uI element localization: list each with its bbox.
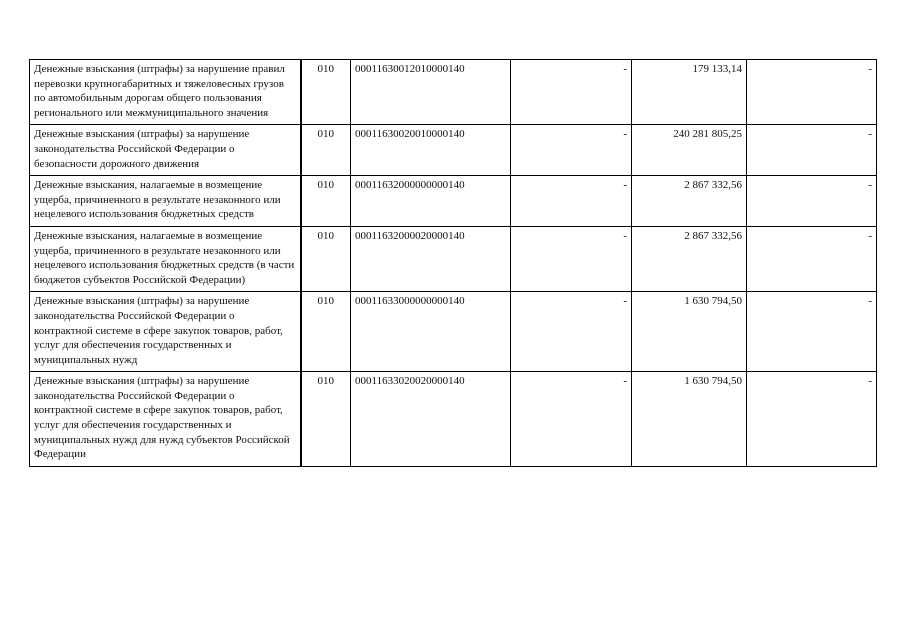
- executed-amount-cell: 179 133,14: [632, 60, 747, 125]
- budget-code-cell: 00011632000020000140: [351, 226, 511, 291]
- unexecuted-amount-cell: -: [747, 372, 877, 467]
- unexecuted-amount-cell: -: [747, 226, 877, 291]
- table-row: [30, 125, 877, 176]
- executed-amount-cell: 1 630 794,50: [632, 292, 747, 372]
- revenue-name-cell: Денежные взыскания, налагаемые в возмещение ущерба, причиненного в результате незаконного или нецелевого использования бюджетных средств: [30, 176, 301, 227]
- revenue-table: [29, 59, 877, 467]
- line-code-cell: 010: [301, 226, 351, 291]
- table-row: [30, 372, 877, 467]
- line-code-cell: 010: [301, 176, 351, 227]
- approved-amount-cell: -: [511, 60, 632, 125]
- revenue-name-cell: Денежные взыскания (штрафы) за нарушение законодательства Российской Федерации о контрактной системе в сфере закупок товаров, работ, услуг для обеспечения государственных и муниципальных нужд для нужд субъектов Российской Федерации: [30, 372, 301, 467]
- line-code-cell: 010: [301, 292, 351, 372]
- unexecuted-amount-cell: -: [747, 125, 877, 176]
- line-code-cell: 010: [301, 60, 351, 125]
- executed-amount-cell: 2 867 332,56: [632, 176, 747, 227]
- approved-amount-cell: -: [511, 176, 632, 227]
- revenue-name-cell: Денежные взыскания, налагаемые в возмещение ущерба, причиненного в результате незаконного или нецелевого использования бюджетных средств (в части бюджетов субъектов Российской Федерации): [30, 226, 301, 291]
- line-code-cell: 010: [301, 125, 351, 176]
- executed-amount-cell: 2 867 332,56: [632, 226, 747, 291]
- executed-amount-cell: 1 630 794,50: [632, 372, 747, 467]
- budget-code-cell: 00011630012010000140: [351, 60, 511, 125]
- budget-code-cell: 00011630020010000140: [351, 125, 511, 176]
- table-row: [30, 292, 877, 372]
- revenue-name-cell: Денежные взыскания (штрафы) за нарушение законодательства Российской Федерации о контрактной системе в сфере закупок товаров, работ, услуг для обеспечения государственных и муниципальных нужд: [30, 292, 301, 372]
- unexecuted-amount-cell: -: [747, 60, 877, 125]
- unexecuted-amount-cell: -: [747, 176, 877, 227]
- approved-amount-cell: -: [511, 292, 632, 372]
- table-row: [30, 226, 877, 291]
- revenue-name-cell: Денежные взыскания (штрафы) за нарушение законодательства Российской Федерации о безопасности дорожного движения: [30, 125, 301, 176]
- unexecuted-amount-cell: -: [747, 292, 877, 372]
- approved-amount-cell: -: [511, 372, 632, 467]
- budget-code-cell: 00011633020020000140: [351, 372, 511, 467]
- executed-amount-cell: 240 281 805,25: [632, 125, 747, 176]
- budget-code-cell: 00011632000000000140: [351, 176, 511, 227]
- revenue-name-cell: Денежные взыскания (штрафы) за нарушение правил перевозки крупногабаритных и тяжеловесных грузов по автомобильным дорогам общего пользования регионального или межмуниципального значения: [30, 60, 301, 125]
- approved-amount-cell: -: [511, 226, 632, 291]
- table-row: [30, 60, 877, 125]
- table-row: [30, 176, 877, 227]
- line-code-cell: 010: [301, 372, 351, 467]
- approved-amount-cell: -: [511, 125, 632, 176]
- budget-code-cell: 00011633000000000140: [351, 292, 511, 372]
